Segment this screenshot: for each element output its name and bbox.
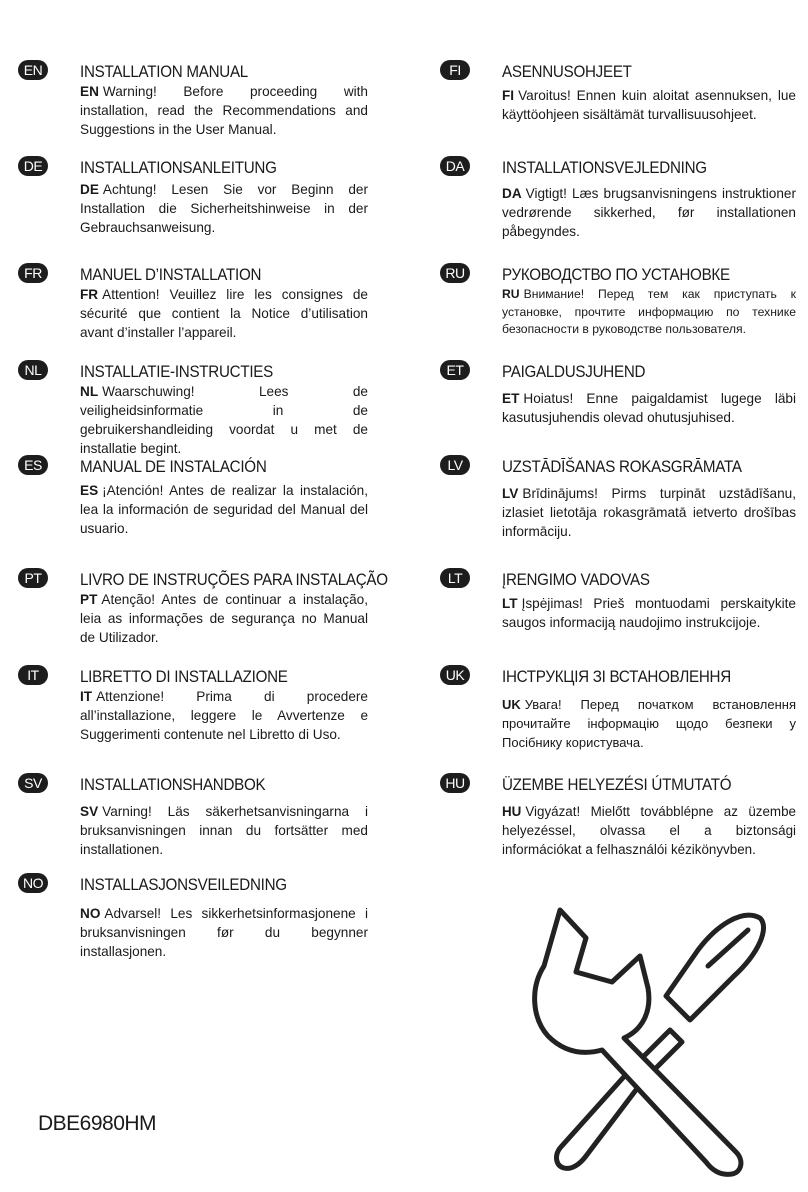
warning-text-uk: Увага! Перед початком встановлення прочитайте інформацію щодо безпеки у Посібнику користувача. xyxy=(502,697,796,750)
warning-text-fr: Attention! Veuillez lire les consignes de sécurité que contient la Notice d’utilisation avant d’installer l’appareil. xyxy=(80,287,368,340)
language-code-hu: HU xyxy=(502,804,522,819)
warning-text-pt: Atenção! Antes de continuar a instalação, leia as informações de segurança no Manual de Utilizador. xyxy=(80,592,368,645)
section-title-it: LIBRETTO DI INSTALLAZIONE xyxy=(80,668,288,686)
section-title-lt: ĮRENGIMO VADOVAS xyxy=(502,571,650,589)
section-title-sv: INSTALLATIONSHANDBOK xyxy=(80,776,266,794)
language-badge-da: DA xyxy=(440,156,470,176)
language-code-no: NO xyxy=(80,906,101,921)
language-badge-sv: SV xyxy=(18,773,48,793)
section-text-pt xyxy=(80,590,368,647)
language-badge-et: ET xyxy=(440,360,470,380)
section-text-nl xyxy=(80,382,368,458)
warning-text-en: Warning! Before proceeding with installation, read the Recommendations and Suggestions in the User Manual. xyxy=(80,84,368,137)
section-text-hu xyxy=(502,802,796,859)
wrench-screwdriver-icon xyxy=(520,880,808,1180)
section-title-pt: LIVRO DE INSTRUÇÕES PARA INSTALAÇÃO xyxy=(80,571,388,589)
section-title-no: INSTALLASJONSVEILEDNING xyxy=(80,876,287,894)
language-badge-pt: PT xyxy=(18,568,48,588)
section-text-it xyxy=(80,687,368,744)
language-code-de: DE xyxy=(80,182,99,197)
language-code-fr: FR xyxy=(80,287,99,302)
language-code-pt: PT xyxy=(80,592,98,607)
language-badge-lv: LV xyxy=(440,455,470,475)
section-text-uk xyxy=(502,695,796,752)
warning-text-lv: Brīdinājums! Pirms turpināt uzstādīšanu, izlasiet lietotāja rokasgrāmatā ietverto drošības informāciju. xyxy=(502,486,796,539)
language-code-it: IT xyxy=(80,689,93,704)
warning-text-fi: Varoitus! Ennen kuin aloitat asennuksen, lue käyttöohjeen sisältämät turvallisuusohjeet. xyxy=(502,88,796,122)
section-text-no xyxy=(80,904,368,961)
section-text-fr xyxy=(80,285,368,342)
warning-text-hu: Vigyázat! Mielőtt továbblépne az üzembe helyezéssel, olvassa el a biztonsági információkat a felhasználói kézikönyvben. xyxy=(502,804,796,857)
section-text-lt xyxy=(502,594,796,632)
section-title-et: PAIGALDUSJUHEND xyxy=(502,363,646,381)
language-code-lv: LV xyxy=(502,486,519,501)
section-title-fr: MANUEL D’INSTALLATION xyxy=(80,266,262,284)
section-title-es: MANUAL DE INSTALACIÓN xyxy=(80,458,267,476)
language-badge-nl: NL xyxy=(18,360,48,380)
warning-text-no: Advarsel! Les sikkerhetsinformasjonene i bruksanvisningen før du begynner installasjonen. xyxy=(80,906,368,959)
section-title-nl: INSTALLATIE-INSTRUCTIES xyxy=(80,363,273,381)
language-badge-fr: FR xyxy=(18,263,48,283)
screwdriver-blade xyxy=(557,1070,642,1168)
language-badge-ru: RU xyxy=(440,263,470,283)
warning-text-es: ¡Atención! Antes de realizar la instalación, lea la información de seguridad del Manual del usuario. xyxy=(80,483,368,536)
section-text-de xyxy=(80,180,368,237)
section-text-ru xyxy=(502,286,796,339)
section-title-fi: ASENNUSOHJEET xyxy=(502,63,632,81)
warning-text-da: Vigtigt! Læs brugsanvisningens instruktioner vedrørende sikkerhed, før installationen påbegyndes. xyxy=(502,186,796,239)
language-code-es: ES xyxy=(80,483,99,498)
section-text-en xyxy=(80,82,368,139)
language-badge-en: EN xyxy=(18,60,48,80)
section-title-ru: РУКОВОДСТВО ПО УСТАНОВКЕ xyxy=(502,266,730,284)
language-code-en: EN xyxy=(80,84,99,99)
language-badge-es: ES xyxy=(18,455,48,475)
section-title-da: INSTALLATIONSVEJLEDNING xyxy=(502,159,707,177)
language-code-uk: UK xyxy=(502,697,521,712)
language-code-nl: NL xyxy=(80,384,99,399)
language-badge-fi: FI xyxy=(440,60,470,80)
section-title-de: INSTALLATIONSANLEITUNG xyxy=(80,159,277,177)
language-code-lt: LT xyxy=(502,596,518,611)
language-badge-no: NO xyxy=(18,873,48,893)
section-text-da xyxy=(502,184,796,241)
language-badge-lt: LT xyxy=(440,568,470,588)
section-title-hu: ÜZEMBE HELYEZÉSI ÚTMUTATÓ xyxy=(502,776,732,794)
warning-text-nl: Waarschuwing! Lees de veiligheidsinformatie in de gebruikershandleiding voordat u met de installatie begint. xyxy=(80,384,368,456)
tools-illustration xyxy=(520,880,808,1180)
section-title-uk: ІНСТРУКЦІЯ ЗІ ВСТАНОВЛЕННЯ xyxy=(502,668,731,686)
language-code-ru: RU xyxy=(502,287,520,301)
language-code-sv: SV xyxy=(80,804,99,819)
model-number: DBE6980HM xyxy=(38,1112,157,1135)
section-text-sv xyxy=(80,802,368,859)
language-code-et: ET xyxy=(502,391,520,406)
language-badge-de: DE xyxy=(18,156,48,176)
language-code-da: DA xyxy=(502,186,522,201)
language-code-fi: FI xyxy=(502,88,515,103)
language-badge-hu: HU xyxy=(440,773,470,793)
language-badge-it: IT xyxy=(18,665,48,685)
warning-text-lt: Įspėjimas! Prieš montuodami perskaitykite saugos informaciją naudojimo instrukcijoje. xyxy=(502,596,796,630)
warning-text-ru: Внимание! Перед тем как приступать к установке, прочтите информацию по технике безопасности в руководстве пользователя. xyxy=(502,287,796,336)
language-badge-uk: UK xyxy=(440,665,470,685)
section-title-en: INSTALLATION MANUAL xyxy=(80,63,248,81)
warning-text-de: Achtung! Lesen Sie vor Beginn der Installation die Sicherheitshinweise in der Gebrauchsanweisung. xyxy=(80,182,368,235)
section-text-et xyxy=(502,389,796,427)
warning-text-sv: Varning! Läs säkerhetsanvisningarna i bruksanvisningen innan du fortsätter med installationen. xyxy=(80,804,368,857)
section-title-lv: UZSTĀDĪŠANAS ROKASGRĀMATA xyxy=(502,458,742,476)
section-text-fi xyxy=(502,86,796,124)
warning-text-et: Hoiatus! Enne paigaldamist lugege läbi kasutusjuhendis olevad ohutusjuhised. xyxy=(502,391,796,425)
warning-text-it: Attenzione! Prima di procedere all’installazione, leggere le Avvertenze e Suggerimenti contenute nel Libretto di Uso. xyxy=(80,689,368,742)
section-text-es xyxy=(80,481,368,538)
section-text-lv xyxy=(502,484,796,541)
